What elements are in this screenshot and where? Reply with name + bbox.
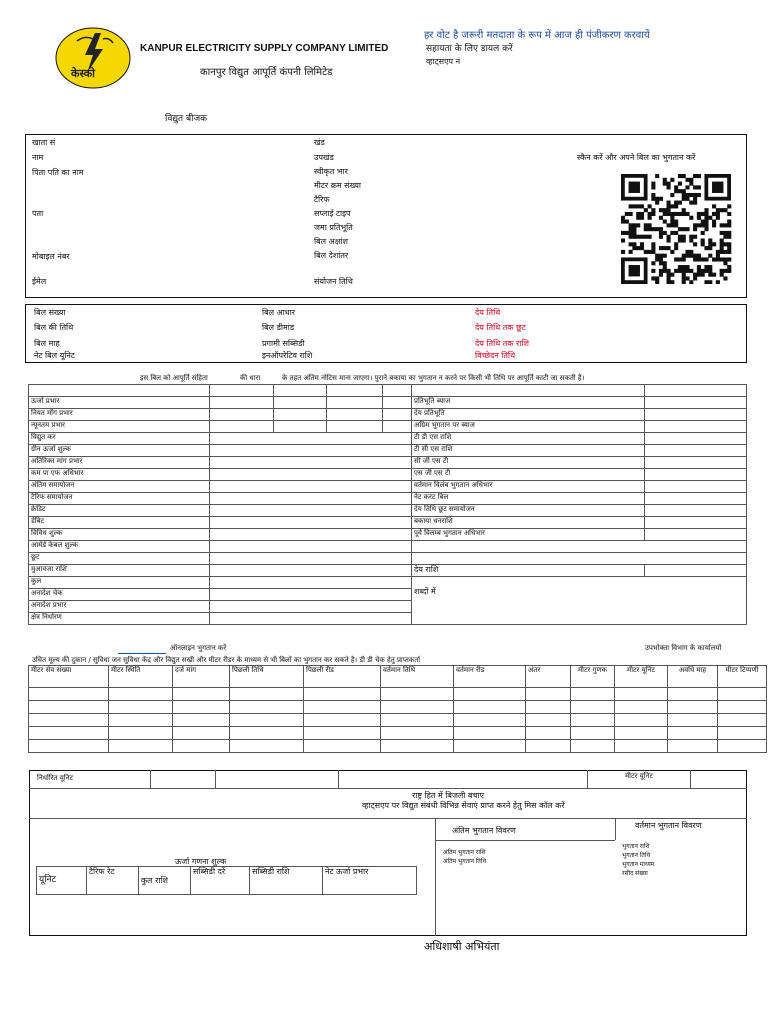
meter-table-cell — [230, 701, 304, 714]
meter-table-header: पिछली तिथि — [230, 666, 304, 688]
meter-table-cell — [571, 701, 615, 714]
adjustment-label: प्रतिभूति ब्याज — [412, 397, 645, 409]
charge-cell — [210, 601, 412, 613]
meter-table-cell — [454, 701, 526, 714]
meter-table-header: पिछली रीड — [304, 666, 381, 688]
bill-demand-label: बिल डीमांड — [262, 323, 295, 332]
bill-longitude-label: बिल देशांतर — [314, 251, 349, 260]
whatsapp-service-line: व्हाट्सएप पर विद्युत संबंधी विभिन्न सेवाएं प्राप्त करने हेतु मिस कॉल करें — [362, 801, 565, 810]
adjustment-label: पूर्व विलम्ब भुगतान अधिभार — [412, 529, 645, 541]
meter-table-cell — [304, 714, 381, 727]
payment-amount-label: भुगतान राशि — [622, 843, 650, 850]
adjustment-label: देय तिथि छूट समायोजन — [412, 505, 645, 517]
charge-cell — [274, 421, 327, 433]
charge-label: अतिरिक्त मांग प्रभार — [29, 457, 210, 469]
bill-info-box — [25, 304, 747, 363]
charge-cell — [210, 385, 274, 397]
adjustment-value — [645, 421, 747, 433]
payable-amount-label: देय राशि — [412, 565, 645, 577]
meter-table-header: वर्तमान रीड — [454, 666, 526, 688]
charge-cell — [210, 577, 412, 589]
adjustment-label: एस जी एस टी — [412, 469, 645, 481]
meter-serial-label: मीटर क्रम संख्या — [314, 181, 361, 190]
adjustment-value — [645, 517, 747, 529]
charge-label: ग्रीन ऊर्जा शुल्क — [29, 445, 210, 457]
charge-cell — [274, 385, 327, 397]
meter-table-cell — [381, 727, 454, 740]
meter-table-cell — [381, 701, 454, 714]
charge-cell — [210, 553, 412, 565]
meter-table-header: दर्ज मांग — [173, 666, 230, 688]
meter-table-cell — [718, 740, 767, 753]
meter-table-cell — [571, 688, 615, 701]
bill-title: विद्युत बीजक — [165, 114, 208, 124]
notice-part3: के तहत अंतिम नोटिस माना जाएगा। पुराने बकाया का भुगतान न करने पर किसी भी तिथि पर आपूर्ति काटी जा सकती है। — [282, 374, 585, 382]
subdivision-label: उपखंड — [314, 153, 334, 162]
adjustment-value — [645, 505, 747, 517]
adjustment-label: देय प्रतिभूति — [412, 409, 645, 421]
charge-cell — [383, 397, 412, 409]
bill-month-label: बिल माह — [34, 339, 60, 348]
meter-table-cell — [29, 688, 109, 701]
adjustment-label: अग्रिम भुगतान पर ब्याज — [412, 421, 645, 433]
charge-cell — [383, 421, 412, 433]
meter-table-cell — [109, 740, 173, 753]
charge-cell — [327, 385, 383, 397]
account-no-label: खाता सं — [32, 138, 56, 147]
charge-cell — [327, 397, 383, 409]
charge-label: अंतिम समायोजन — [29, 481, 210, 493]
charge-cell — [210, 565, 412, 577]
charge-cell — [274, 397, 327, 409]
tariff-label: टैरिफ — [314, 195, 330, 204]
qr-scan-label: स्कैन करें और अपने बिल का भुगतान करें — [577, 153, 696, 162]
email-label: ईमेल — [32, 277, 47, 286]
due-date-label: देय तिथि — [475, 308, 501, 317]
meter-table-cell — [381, 688, 454, 701]
adjustment-label: टी सी एस राशि — [412, 445, 645, 457]
inoperative-amount-label: इनऑपरेटिव राशि — [262, 351, 313, 360]
charge-cell — [210, 433, 412, 445]
charge-label: मुआवजा राशि — [29, 565, 210, 577]
notice-part2: की धारा — [240, 374, 261, 382]
charge-cell — [210, 469, 412, 481]
charge-cell — [210, 517, 412, 529]
adjustment-value — [645, 529, 747, 541]
energy-calc-heading: ऊर्जा गणना शुल्क — [175, 857, 227, 866]
meter-table-cell — [615, 727, 668, 740]
meter-table-cell — [304, 740, 381, 753]
meter-table-header: मीटर गुणक — [571, 666, 615, 688]
energy-calc-table — [36, 866, 417, 895]
meter-table-header: मीटर टिप्पणी — [718, 666, 767, 688]
adjustment-label: नेट करंट बिल — [412, 493, 645, 505]
meter-table-cell — [173, 714, 230, 727]
charge-label: अनादेश प्रभार — [29, 601, 210, 613]
payment-mode-label: भुगतान माध्यम — [622, 861, 655, 868]
meter-table-cell — [29, 727, 109, 740]
charge-cell — [274, 409, 327, 421]
meter-table-cell — [668, 727, 718, 740]
division-label: खंड — [314, 138, 325, 147]
calc-net-energy-header: नेट ऊर्जा प्रभार — [323, 867, 417, 895]
meter-table-cell — [615, 701, 668, 714]
charge-label: ऊर्जा प्रभार — [29, 397, 210, 409]
meter-table-cell — [109, 688, 173, 701]
adjustment-value — [645, 445, 747, 457]
meter-table-cell — [304, 727, 381, 740]
help-line-label: सहायता के लिए डायल करें — [426, 44, 513, 54]
calc-units-header: यूनिट — [37, 867, 87, 895]
meter-table-cell — [304, 701, 381, 714]
charge-cell — [210, 457, 412, 469]
meter-table-cell — [668, 740, 718, 753]
voter-slogan: हर वोट है जरूरी मतदाता के रूप में आज ही पंजीकरण करवायें — [424, 30, 650, 41]
due-date-rebate-label: देय तिथि तक छूट — [475, 323, 526, 332]
calc-total-amount-header: कुल राशि — [139, 867, 191, 895]
meter-table-cell — [615, 688, 668, 701]
charge-cell — [383, 409, 412, 421]
meter-table-cell — [173, 740, 230, 753]
meter-table-cell — [109, 701, 173, 714]
meter-table-cell — [109, 727, 173, 740]
payable-amount-value — [645, 565, 747, 577]
meter-table-cell — [615, 714, 668, 727]
meter-table-cell — [381, 740, 454, 753]
bill-number-label: बिल संख्या — [34, 308, 66, 317]
meter-table-cell — [718, 727, 767, 740]
meter-table-cell — [29, 740, 109, 753]
assessed-units-label: निर्धारित यूनिट — [37, 774, 73, 782]
meter-table-cell — [668, 688, 718, 701]
adjustment-label: वर्तमान विलंब भुगतान अधिभार — [412, 481, 645, 493]
last-payment-amount-label: अंतिम भुगतान राशि — [443, 849, 486, 856]
blank-cell — [412, 553, 747, 565]
charge-label: नियत मॉग प्रभार — [29, 409, 210, 421]
meter-table-cell — [526, 727, 571, 740]
charge-cell — [210, 505, 412, 517]
charge-label: कुल — [29, 577, 210, 589]
meter-table-header: वर्तमान तिथि — [381, 666, 454, 688]
charge-cell — [210, 613, 412, 625]
meter-table-cell — [173, 727, 230, 740]
meter-table-cell — [304, 688, 381, 701]
net-bill-unit-label: नेट बिल यूनिट — [34, 351, 75, 360]
meter-table-cell — [718, 701, 767, 714]
meter-table-cell — [173, 701, 230, 714]
save-power-slogan: राष्ट्र हित में बिजली बचाए — [412, 791, 485, 800]
meter-table-header: अवधि माह — [668, 666, 718, 688]
charge-cell — [210, 493, 412, 505]
charge-label — [29, 385, 210, 397]
calc-tariff-rate-header: टैरिफ रेट — [87, 867, 139, 895]
company-name-hi: कानपुर विद्युत आपूर्ति कंपनी लिमिटेड — [200, 67, 333, 78]
meter-table-cell — [668, 714, 718, 727]
meter-table-cell — [454, 740, 526, 753]
charge-label: आर्मर्ड केबल शुल्क — [29, 541, 210, 553]
whatsapp-number-label: व्हाट्सएप नं — [426, 57, 461, 66]
last-payment-heading: अंतिम भुगतान विवरण — [452, 826, 516, 835]
bill-latitude-label: बिल अक्षांश — [314, 237, 348, 246]
adjustment-value — [645, 481, 747, 493]
mobile-label: मोबाइल नंबर — [32, 252, 70, 261]
charge-label: डेबिट — [29, 517, 210, 529]
charge-label: विविध शुल्क — [29, 529, 210, 541]
payment-options-text: उचित मूल्य की दुकान / सुविधा जन सुविधा केंद्र और विद्युत सखी और मीटर रीडर के माध्यम से भी बिलों का भुगतान कर सकते है। डी डी चेक हेतु प्राप्तकर्ता — [32, 656, 421, 664]
adjustment-value — [645, 493, 747, 505]
charge-label: न्यूनतम प्रभार — [29, 421, 210, 433]
adjustment-label — [412, 385, 645, 397]
bill-date-label: बिल की तिथि — [34, 323, 74, 332]
adjustment-value — [645, 397, 747, 409]
meter-table-cell — [571, 727, 615, 740]
meter-table-header: मीटर यूनिट — [615, 666, 668, 688]
address-label: पता — [32, 209, 44, 218]
charge-cell — [210, 481, 412, 493]
progressive-subsidy-label: प्रगामी सब्सिडी — [262, 339, 305, 348]
meter-table-cell — [454, 714, 526, 727]
logo-text: केस्को — [71, 67, 96, 80]
charge-cell — [327, 421, 383, 433]
consumer-office-text: उपभोक्ता विभाग के कार्यालयों — [645, 644, 722, 652]
charge-label: टैरिफ समायोजन — [29, 493, 210, 505]
company-logo — [55, 27, 131, 89]
blank-cell — [412, 541, 747, 553]
meter-table-cell — [526, 740, 571, 753]
meter-table-cell — [381, 714, 454, 727]
meter-table-cell — [526, 714, 571, 727]
charge-cell — [383, 385, 412, 397]
meter-table-cell — [668, 701, 718, 714]
meter-units-label: मीटर यूनिट — [625, 772, 653, 780]
meter-table-cell — [230, 727, 304, 740]
adjustment-value — [645, 469, 747, 481]
charge-label: छूट — [29, 553, 210, 565]
charge-cell — [327, 409, 383, 421]
charge-cell — [210, 541, 412, 553]
supply-type-label: सप्लाई टाइप — [314, 209, 351, 218]
meter-table-cell — [718, 714, 767, 727]
company-name-en: KANPUR ELECTRICITY SUPPLY COMPANY LIMITED — [140, 43, 389, 54]
amount-in-words-label: शब्दों में — [412, 577, 747, 625]
security-deposit-label: जमा प्रतिभूति — [314, 223, 353, 232]
last-payment-date-label: अंतिम भुगतान तिथि — [443, 858, 487, 865]
charge-label: अनादेश चेक — [29, 589, 210, 601]
due-date-amount-label: देय तिथि तक राशि — [475, 339, 529, 348]
meter-table-cell — [571, 714, 615, 727]
meter-table-cell — [526, 701, 571, 714]
disconnection-date-label: विच्छेदन तिथि — [475, 351, 516, 360]
meter-table-header: अंतर — [526, 666, 571, 688]
charge-cell — [210, 529, 412, 541]
adjustment-value — [645, 457, 747, 469]
meter-table-cell — [454, 727, 526, 740]
charge-cell — [210, 421, 274, 433]
meter-table-header: मीटर सेव संख्या — [29, 666, 109, 688]
adjustment-value — [645, 409, 747, 421]
connection-date-label: संयोजन तिथि — [314, 277, 353, 286]
charge-label: कम पा एफ अधिभार — [29, 469, 210, 481]
online-pay-link[interactable]: ऑनलाइन भुगतान करें — [170, 644, 227, 652]
meter-reading-table — [28, 665, 767, 753]
payment-qr-code[interactable] — [617, 174, 735, 284]
adjustment-value — [645, 385, 747, 397]
calc-subsidy-rate-header: सब्सिडी दरें — [191, 867, 250, 895]
charge-cell — [210, 445, 412, 457]
sanctioned-load-label: स्वीकृत भार — [314, 167, 348, 176]
meter-table-header: मीटर स्थिति — [109, 666, 173, 688]
meter-table-cell — [230, 714, 304, 727]
meter-table-cell — [454, 688, 526, 701]
current-payment-heading: वर्तमान भुगतान विवरण — [635, 821, 702, 830]
bill-basis-label: बिल आधार — [262, 308, 296, 317]
charge-cell — [210, 589, 412, 601]
charge-label: क्रेडिट — [29, 505, 210, 517]
receipt-number-label: रसीद संख्या — [622, 870, 648, 877]
charge-label: क्षेत्र निर्धारण — [29, 613, 210, 625]
charge-cell — [210, 397, 274, 409]
adjustment-label: सी जी एस टी — [412, 457, 645, 469]
executive-engineer-signature: अधिशाषी अभियंता — [424, 940, 500, 953]
meter-table-cell — [718, 688, 767, 701]
meter-table-cell — [173, 688, 230, 701]
charge-label: विद्युत कर — [29, 433, 210, 445]
meter-table-cell — [526, 688, 571, 701]
notice-part1: इस बिल को आपूर्ति संहिता — [140, 374, 208, 382]
meter-table-cell — [230, 688, 304, 701]
adjustment-label: टी डी एस राशि — [412, 433, 645, 445]
meter-table-cell — [29, 701, 109, 714]
adjustment-value — [645, 433, 747, 445]
father-name-label: पिता पति का नाम — [32, 168, 84, 177]
meter-table-cell — [571, 740, 615, 753]
meter-table-cell — [230, 740, 304, 753]
charges-table — [28, 384, 747, 625]
charge-cell — [210, 409, 274, 421]
calc-subsidy-amount-header: सब्सिडी राशि — [250, 867, 323, 895]
meter-table-cell — [109, 714, 173, 727]
payment-date-label: भुगतान तिथि — [622, 852, 651, 859]
meter-table-cell — [615, 740, 668, 753]
adjustment-label: बकाया धनराशि — [412, 517, 645, 529]
meter-table-cell — [29, 714, 109, 727]
name-label: नाम — [32, 153, 44, 162]
